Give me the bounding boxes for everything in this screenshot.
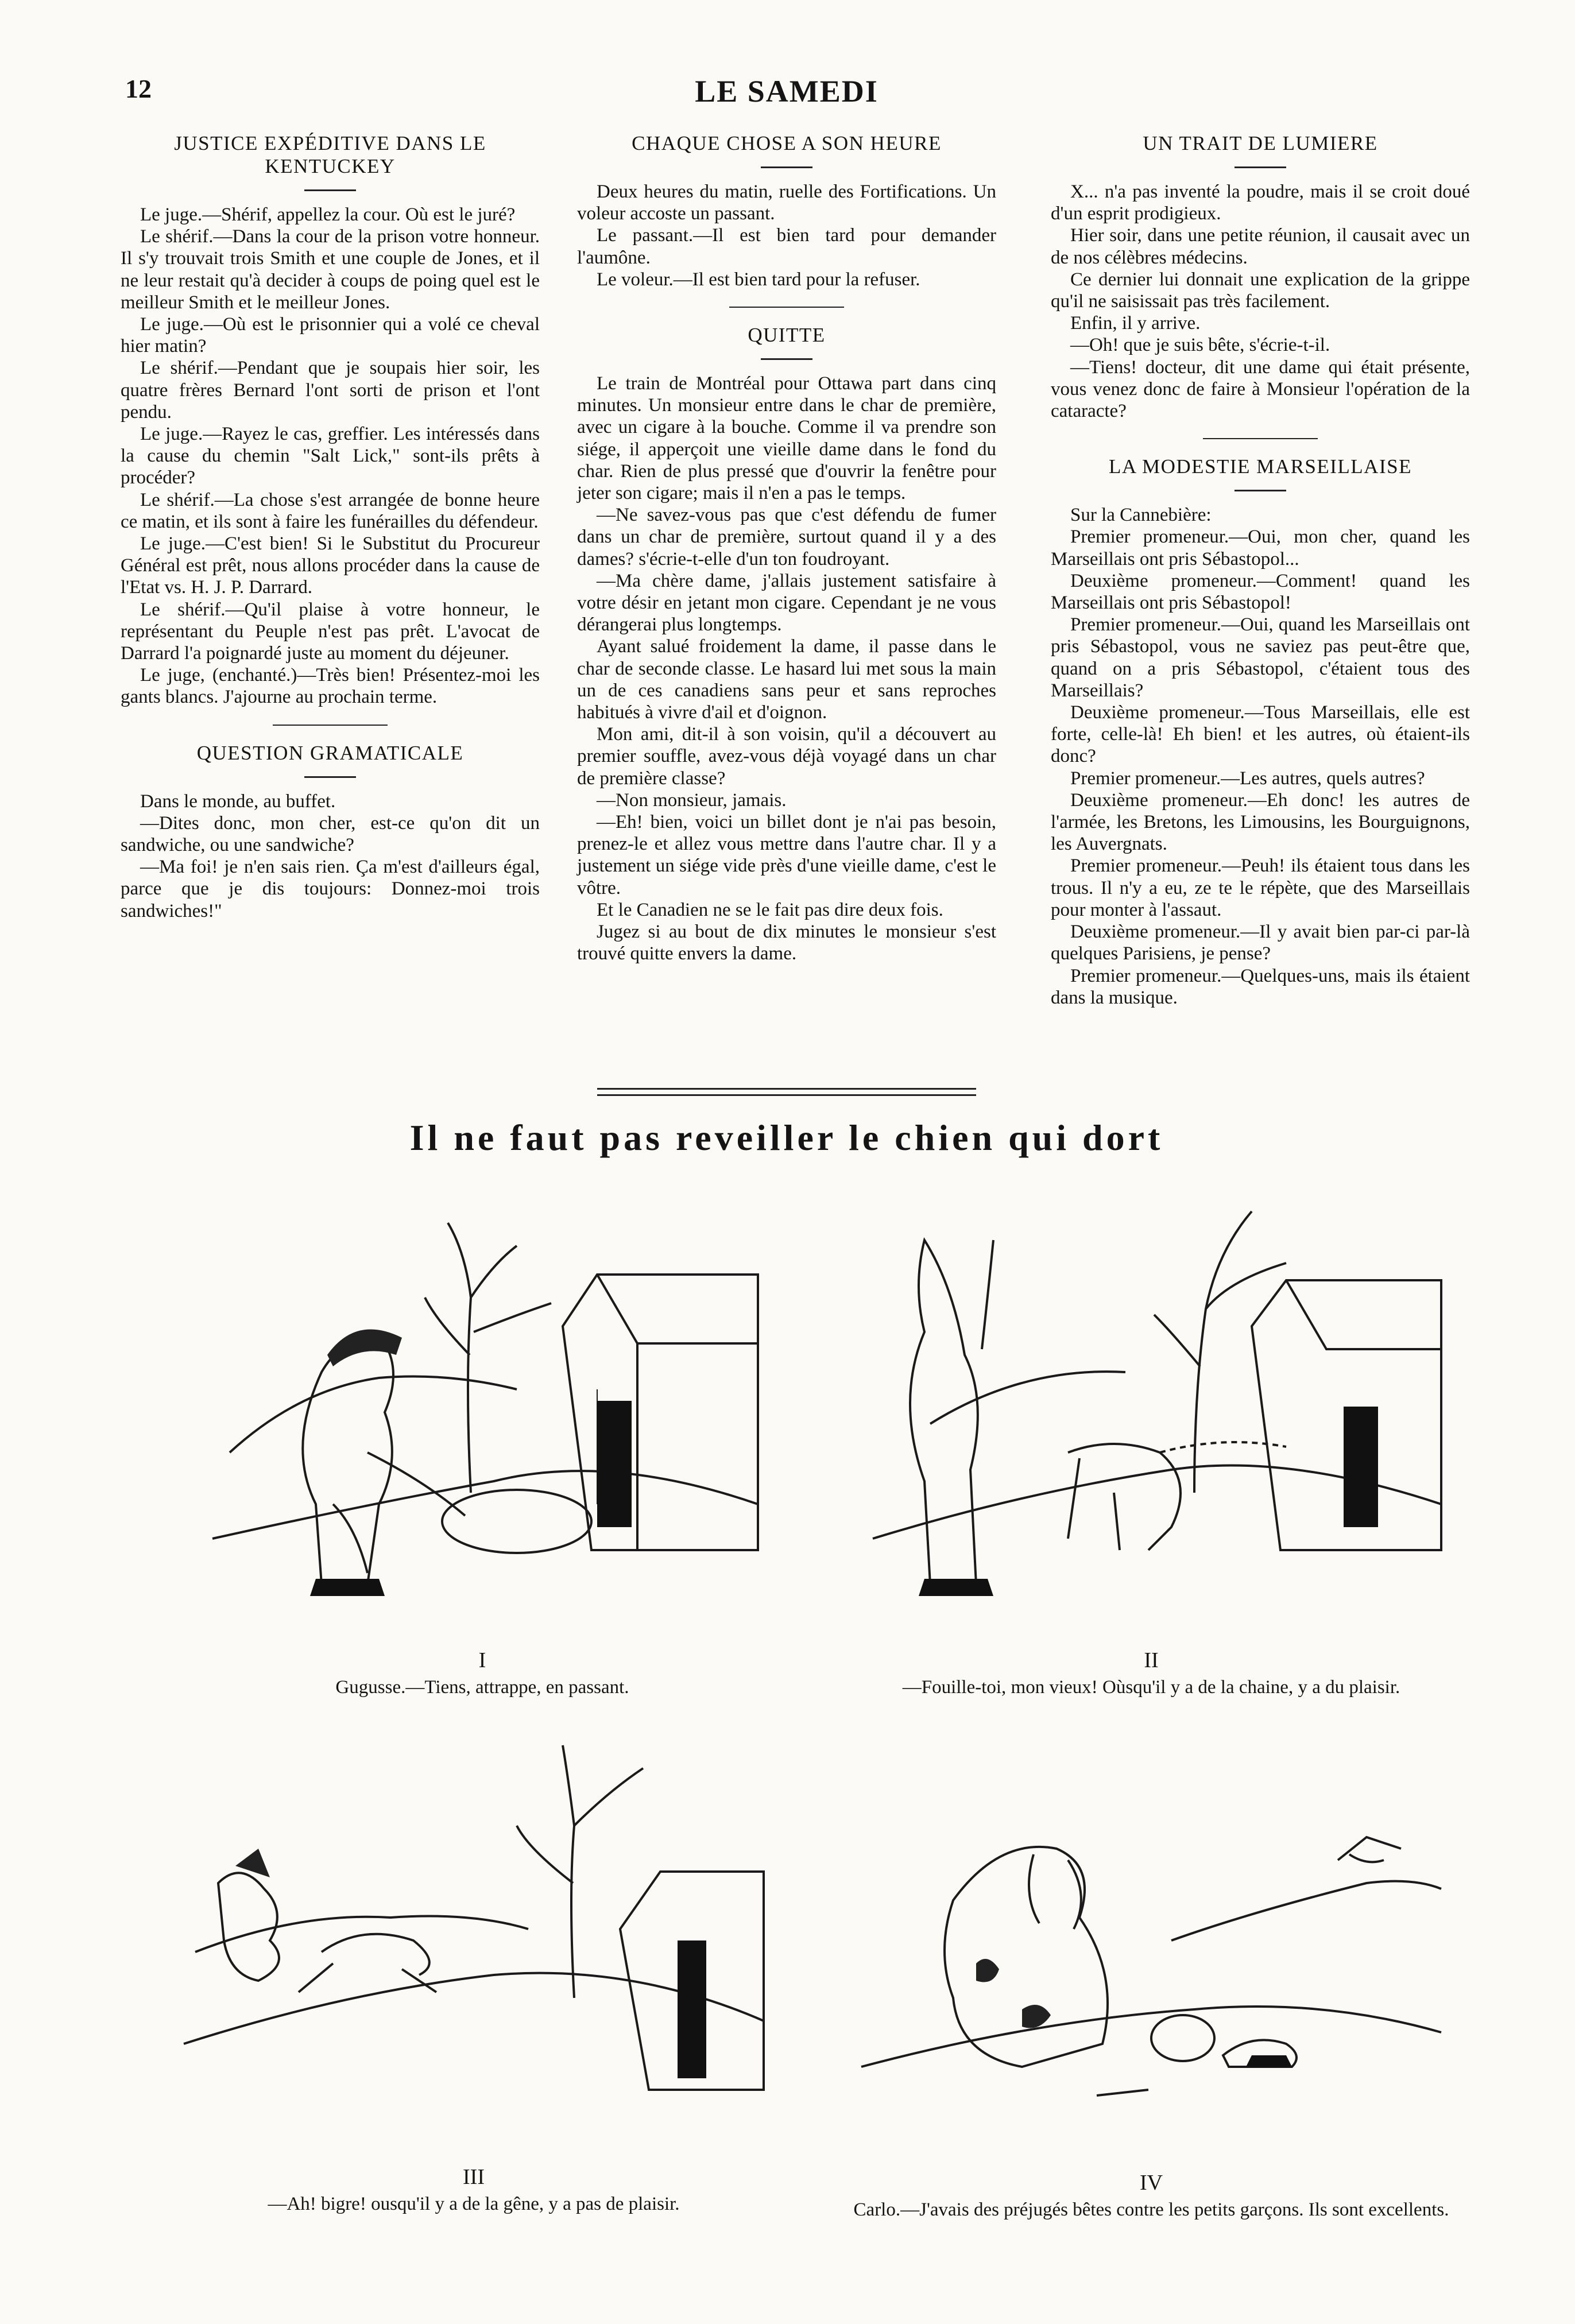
article-title: UN TRAIT DE LUMIERE xyxy=(1143,132,1378,154)
divider xyxy=(761,358,812,360)
panel-numeral: IV xyxy=(1139,2171,1163,2195)
paragraph: Le shérif.—Qu'il plaise à votre honneur, le représentant du Peuple n'est pas prêt. L'avocat de Darrard l'a poignardé juste au moment du déjeuner. xyxy=(121,599,540,664)
paragraph: Ce dernier lui donnait une explication de la grippe qu'il ne saisissait pas très facilement. xyxy=(1051,269,1470,312)
section-divider xyxy=(597,1094,976,1096)
paragraph: Premier promeneur.—Peuh! ils étaient tous dans les trous. Il n'y a eu, ze te le répète, que des Marseillais pour monter à l'assaut. xyxy=(1051,855,1470,920)
newspaper-title: LE SAMEDI xyxy=(695,74,879,109)
article-title: QUESTION GRAMATICALE xyxy=(196,741,464,764)
paragraph: Le juge.—Où est le prisonnier qui a volé ce cheval hier matin? xyxy=(121,314,540,357)
paragraph: Le shérif.—Pendant que je soupais hier soir, les quatre frères Bernard l'ont sorti de prison et l'ont pendu. xyxy=(121,358,540,423)
section-divider xyxy=(597,1088,976,1090)
paragraph: Le juge, (enchanté.)—Très bien! Présentez-moi les gants blancs. J'ajourne au prochain terme. xyxy=(121,665,540,708)
cartoon-panel-1 xyxy=(195,1183,769,1698)
paragraph: Dans le monde, au buffet. xyxy=(140,791,336,812)
article-title: LA MODESTIE MARSEILLAISE xyxy=(1109,455,1412,478)
paragraph: —Ma chère dame, j'allais justement satisfaire à votre désir en jetant mon cigare. Cependant je ne vous dérangerai plus longtemps. xyxy=(577,570,996,636)
article-title: JUSTICE EXPÉDITIVE DANS LE KENTUCKEY xyxy=(174,132,486,177)
panel-caption: —Ah! bigre! ousqu'il y a de la gêne, y a pas de plaisir. xyxy=(268,2194,680,2214)
panel-numeral: III xyxy=(463,2165,485,2189)
cartoon-title: Il ne faut pas reveiller le chien qui dort xyxy=(409,1117,1164,1158)
paragraph: Deuxième promeneur.—Comment! quand les Marseillais ont pris Sébastopol! xyxy=(1051,570,1470,614)
paragraph: Et le Canadien ne se le fait pas dire deux fois. xyxy=(597,899,943,920)
paragraph: —Ne savez-vous pas que c'est défendu de fumer dans un char de première, surtout quand il y a des dames? s'écrie-t-elle d'un ton foudroyant. xyxy=(577,505,996,570)
panel-caption: Gugusse.—Tiens, attrappe, en passant. xyxy=(335,1677,629,1698)
divider xyxy=(1203,438,1318,439)
cartoon-illustration xyxy=(850,1183,1453,1642)
column-2 xyxy=(577,132,996,965)
divider xyxy=(761,166,812,168)
panel-caption: —Fouille-toi, mon vieux! Oùsqu'il y a de la chaine, y a du plaisir. xyxy=(902,1677,1400,1698)
paragraph: Premier promeneur.—Oui, quand les Marseillais ont pris Sébastopol, vous ne saviez pas peut-être que, quand on a pris Sébastopol, c'étaient tous des Marseillais? xyxy=(1051,614,1470,701)
divider xyxy=(304,189,356,191)
paragraph: Mon ami, dit-il à son voisin, qu'il a découvert au premier souffle, avez-vous déjà voyagé dans un char de première classe? xyxy=(577,724,996,789)
paragraph: Deuxième promeneur.—Tous Marseillais, elle est forte, celle-là! Eh bien! et les autres, où étaient-ils donc? xyxy=(1051,702,1470,767)
paragraph: Le juge.—C'est bien! Si le Substitut du Procureur Général est prêt, nous allons procéder dans la cause de l'Etat vs. H. J. P. Darrard. xyxy=(121,533,540,598)
paragraph: —Oh! que je suis bête, s'écrie-t-il. xyxy=(1070,335,1330,356)
paragraph: Hier soir, dans une petite réunion, il causait avec un de nos célèbres médecins. xyxy=(1051,225,1470,268)
divider xyxy=(729,307,844,308)
panel-numeral: II xyxy=(1144,1648,1159,1672)
paragraph: —Eh! bien, voici un billet dont je n'ai pas besoin, prenez-le et allez vous mettre dans l'autre char. Il y a justement un siége vide près d'une vieille dame, c'est le vôtre. xyxy=(577,812,996,898)
panel-numeral: I xyxy=(478,1648,486,1672)
cartoon-illustration xyxy=(172,1722,775,2159)
cartoon-panel-2 xyxy=(850,1183,1453,1698)
paragraph: Le voleur.—Il est bien tard pour la refuser. xyxy=(597,269,920,290)
paragraph: —Dites donc, mon cher, est-ce qu'on dit un sandwiche, ou une sandwiche? xyxy=(121,812,540,856)
masthead xyxy=(115,68,1458,119)
paragraph: Premier promeneur.—Oui, mon cher, quand les Marseillais ont pris Sébastopol... xyxy=(1051,526,1470,570)
paragraph: —Ma foi! je n'en sais rien. Ça m'est d'ailleurs égal, parce que je dis toujours: Donnez-moi trois sandwiches!" xyxy=(121,857,540,921)
paragraph: Le shérif.—Dans la cour de la prison votre honneur. Il s'y trouvait trois Smith et une couple de Jones, et il ne leur restait qu'à decider à coups de poing quel est le meilleur Smith et le meilleur Jones. xyxy=(121,226,540,313)
paragraph: Premier promeneur.—Quelques-uns, mais ils étaient dans la musique. xyxy=(1051,965,1470,1008)
paragraph: Jugez si au bout de dix minutes le monsieur s'est trouvé quitte envers la dame. xyxy=(577,921,996,965)
paragraph: Deux heures du matin, ruelle des Fortifications. Un voleur accoste un passant. xyxy=(577,181,996,224)
paragraph: Le juge.—Rayez le cas, greffier. Les intéressés dans la cause du chemin "Salt Lick," sont-ils prêts à procéder? xyxy=(121,424,540,489)
cartoon-illustration xyxy=(195,1183,769,1642)
paragraph: Sur la Cannebière: xyxy=(1070,505,1212,526)
paragraph: Le juge.—Shérif, appellez la cour. Où est le juré? xyxy=(140,204,516,225)
column-3 xyxy=(1051,132,1470,1009)
cartoon-panel-4 xyxy=(850,1768,1453,2221)
cartoon-illustration xyxy=(850,1768,1453,2164)
panel-caption: Carlo.—J'avais des préjugés bêtes contre les petits garçons. Ils sont excellents. xyxy=(853,2199,1449,2220)
column-1 xyxy=(121,132,540,922)
divider xyxy=(273,725,388,726)
article-title: CHAQUE CHOSE A SON HEURE xyxy=(632,132,942,154)
paragraph: Ayant salué froidement la dame, il passe dans le char de seconde classe. Le hasard lui met sous la main un de ces canadiens sans peur et sans reproches habitués à vivre d'ail et d'oignon. xyxy=(577,636,996,723)
paragraph: —Tiens! docteur, dit une dame qui était présente, vous venez donc de faire à Monsieur l'opération de la cataracte? xyxy=(1051,357,1470,422)
paragraph: Le shérif.—La chose s'est arrangée de bonne heure ce matin, et ils sont à faire les funérailles du défendeur. xyxy=(121,489,540,532)
cartoon-panel-3 xyxy=(172,1722,775,2215)
divider xyxy=(1235,166,1286,168)
paragraph: Premier promeneur.—Les autres, quels autres? xyxy=(1070,768,1425,789)
paragraph: Deuxième promeneur.—Il y avait bien par-ci par-là quelques Parisiens, je pense? xyxy=(1051,921,1470,965)
paragraph: Le passant.—Il est bien tard pour demander l'aumône. xyxy=(577,225,996,268)
paragraph: Enfin, il y arrive. xyxy=(1070,313,1201,334)
article-title: QUITTE xyxy=(748,324,826,347)
page-number: 12 xyxy=(125,74,152,103)
divider xyxy=(1235,490,1286,491)
paragraph: —Non monsieur, jamais. xyxy=(597,789,787,811)
divider xyxy=(304,776,356,778)
paragraph: Deuxième promeneur.—Eh donc! les autres de l'armée, les Bretons, les Limousins, les Bourguignons, les Auvergnats. xyxy=(1051,789,1470,855)
paragraph: X... n'a pas inventé la poudre, mais il se croit doué d'un esprit prodigieux. xyxy=(1051,181,1470,224)
paragraph: Le train de Montréal pour Ottawa part dans cinq minutes. Un monsieur entre dans le char de première, avec un cigare à la bouche. Comme il va prendre son siége, il apperçoit une vieille dame dans le fond du char. Rien de plus pressé que d'ouvrir la fenêtre pour jeter son cigare; mais il n'en a pas le temps. xyxy=(577,373,996,504)
